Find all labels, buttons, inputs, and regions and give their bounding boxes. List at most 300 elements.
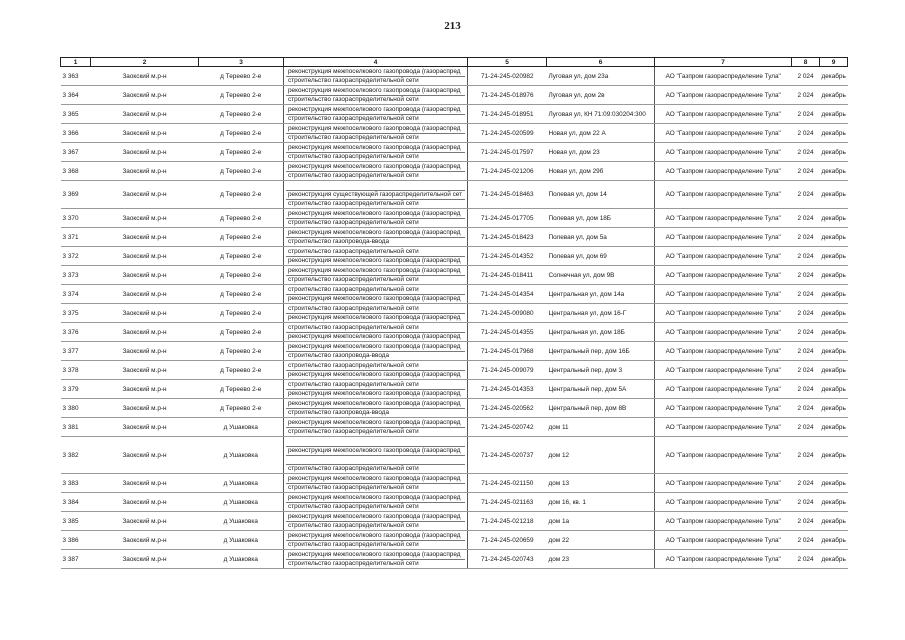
works-cell [284, 162, 468, 181]
district-cell: Заокский м.р-н [91, 247, 199, 266]
object-code-cell: 71-24-245-018463 [468, 181, 547, 209]
row-number: 3 377 [61, 342, 91, 361]
work-line [286, 456, 465, 465]
table-row [61, 247, 848, 266]
locality-cell: д Ушаковка [199, 418, 284, 437]
object-code-cell: 71-24-245-018423 [468, 228, 547, 247]
work-line: строительство газораспределительной сети [288, 114, 419, 122]
year-cell: 2 024 [792, 342, 820, 361]
district-cell: Заокский м.р-н [91, 209, 199, 228]
organization-cell: АО "Газпром газораспределение Тула" [655, 228, 792, 247]
table-row [61, 67, 848, 86]
row-number: 3 374 [61, 285, 91, 304]
work-line: строительство газораспределительной сети [288, 199, 419, 207]
page-number: 213 [444, 20, 461, 32]
works-cell [284, 531, 468, 550]
month-cell: декабрь [820, 285, 848, 304]
organization-cell: АО "Газпром газораспределение Тула" [655, 531, 792, 550]
table-row [61, 493, 848, 512]
work-line: реконструкция межпоселкового газопровода (газораспред [288, 313, 461, 321]
year-cell: 2 024 [792, 228, 820, 247]
address-cell: дом 13 [547, 474, 655, 493]
locality-cell: д Тереево 2-е [199, 209, 284, 228]
organization-cell: АО "Газпром газораспределение Тула" [655, 67, 792, 86]
works-cell [284, 361, 468, 380]
month-cell: декабрь [820, 531, 848, 550]
year-cell: 2 024 [792, 285, 820, 304]
address-cell: Полевая ул, дом 5а [547, 228, 655, 247]
work-line: строительство газораспределительной сети [286, 248, 465, 257]
work-line: реконструкция межпоселкового газопровода (газораспред [288, 370, 461, 378]
works-cell [284, 285, 468, 304]
district-cell: Заокский м.р-н [91, 380, 199, 399]
row-number: 3 376 [61, 323, 91, 342]
year-cell: 2 024 [792, 323, 820, 342]
address-cell: дом 22 [547, 531, 655, 550]
address-cell: Луговая ул, дом 2в [547, 86, 655, 105]
object-code-cell: 71-24-245-014355 [468, 323, 547, 342]
locality-cell: д Тереево 2-е [199, 124, 284, 143]
organization-cell: АО "Газпром газораспределение Тула" [655, 266, 792, 285]
object-code-cell: 71-24-245-021163 [468, 493, 547, 512]
locality-cell: д Тереево 2-е [199, 323, 284, 342]
works-cell [284, 474, 468, 493]
work-line: строительство газораспределительной сети [288, 152, 419, 160]
organization-cell: АО "Газпром газораспределение Тула" [655, 493, 792, 512]
work-line: строительство газораспределительной сети [286, 305, 465, 314]
table-row [61, 531, 848, 550]
row-number: 3 370 [61, 209, 91, 228]
work-line: реконструкция межпоселкового газопровода (газораспред [286, 400, 465, 409]
work-line: строительство газораспределительной сети [288, 521, 419, 529]
table-row [61, 285, 848, 304]
works-cell [284, 550, 468, 569]
address-cell: Полевая ул, дом 18Б [547, 209, 655, 228]
district-cell: Заокский м.р-н [91, 437, 199, 474]
table-row [61, 304, 848, 323]
organization-cell: АО "Газпром газораспределение Тула" [655, 323, 792, 342]
year-cell: 2 024 [792, 380, 820, 399]
table-row [61, 162, 848, 181]
works-cell [284, 266, 468, 285]
work-line: строительство газораспределительной сети [288, 76, 419, 84]
locality-cell: д Тереево 2-е [199, 304, 284, 323]
col-header: 5 [468, 58, 547, 67]
object-code-cell: 71-24-245-020982 [468, 67, 547, 86]
district-cell: Заокский м.р-н [91, 86, 199, 105]
col-header: 8 [792, 58, 820, 67]
work-line: реконструкция межпоселкового газопровода (газораспред [288, 294, 461, 302]
locality-cell: д Тереево 2-е [199, 380, 284, 399]
month-cell: декабрь [820, 342, 848, 361]
year-cell: 2 024 [792, 105, 820, 124]
table-row [61, 474, 848, 493]
row-number: 3 368 [61, 162, 91, 181]
organization-cell: АО "Газпром газораспределение Тула" [655, 105, 792, 124]
district-cell: Заокский м.р-н [91, 181, 199, 209]
col-header: 4 [284, 58, 468, 67]
work-line: строительство газораспределительной сети [286, 286, 465, 295]
object-code-cell: 71-24-245-017597 [468, 143, 547, 162]
organization-cell: АО "Газпром газораспределение Тула" [655, 162, 792, 181]
address-cell: Центральная ул, дом 14а [547, 285, 655, 304]
work-line: реконструкция межпоселкового газопровода (газораспред [286, 475, 465, 484]
table-row [61, 181, 848, 209]
work-line: строительство газораспределительной сети [286, 324, 465, 333]
year-cell: 2 024 [792, 550, 820, 569]
locality-cell: д Тереево 2-е [199, 105, 284, 124]
district-cell: Заокский м.р-н [91, 474, 199, 493]
month-cell: декабрь [820, 418, 848, 437]
work-line: реконструкция межпоселкового газопровода (газораспред [286, 210, 465, 219]
work-line [286, 182, 465, 191]
object-code-cell: 71-24-245-014352 [468, 247, 547, 266]
month-cell: декабрь [820, 512, 848, 531]
work-line [286, 438, 465, 447]
work-line: строительство газораспределительной сети [288, 483, 419, 491]
table-row [61, 437, 848, 474]
address-cell: Луговая ул, КН 71:09:030204:300 [547, 105, 655, 124]
works-cell [284, 380, 468, 399]
district-cell: Заокский м.р-н [91, 323, 199, 342]
address-cell: дом 12 [547, 437, 655, 474]
work-line: строительство газораспределительной сети [288, 427, 419, 435]
work-line: реконструкция межпоселкового газопровода (газораспред [286, 419, 465, 428]
month-cell: декабрь [820, 124, 848, 143]
row-number: 3 372 [61, 247, 91, 266]
organization-cell: АО "Газпром газораспределение Тула" [655, 399, 792, 418]
row-number: 3 367 [61, 143, 91, 162]
work-line: строительство газораспределительной сети [288, 502, 419, 510]
works-cell [284, 512, 468, 531]
year-cell: 2 024 [792, 86, 820, 105]
organization-cell: АО "Газпром газораспределение Тула" [655, 550, 792, 569]
organization-cell: АО "Газпром газораспределение Тула" [655, 361, 792, 380]
work-line: реконструкция межпоселкового газопровода (газораспред [286, 513, 465, 522]
month-cell: декабрь [820, 437, 848, 474]
works-cell [284, 437, 468, 474]
district-cell: Заокский м.р-н [91, 399, 199, 418]
work-line: реконструкция межпоселкового газопровода (газораспред [286, 267, 465, 276]
address-cell: Полевая ул, дом 14 [547, 181, 655, 209]
district-cell: Заокский м.р-н [91, 304, 199, 323]
month-cell: декабрь [820, 493, 848, 512]
work-line: реконструкция межпоселкового газопровода (газораспред [286, 229, 465, 238]
row-number: 3 387 [61, 550, 91, 569]
row-number: 3 371 [61, 228, 91, 247]
year-cell: 2 024 [792, 531, 820, 550]
row-number: 3 365 [61, 105, 91, 124]
district-cell: Заокский м.р-н [91, 228, 199, 247]
table-row [61, 512, 848, 531]
col-header: 7 [655, 58, 792, 67]
month-cell: декабрь [820, 361, 848, 380]
locality-cell: д Тереево 2-е [199, 143, 284, 162]
work-line: реконструкция межпоселкового газопровода (газораспред [286, 125, 465, 134]
locality-cell: д Ушаковка [199, 437, 284, 474]
address-cell: Центральный пер, дом 5А [547, 380, 655, 399]
organization-cell: АО "Газпром газораспределение Тула" [655, 437, 792, 474]
work-line: строительство газораспределительной сети [288, 540, 419, 548]
address-cell: Центральная ул, дом 18Б [547, 323, 655, 342]
district-cell: Заокский м.р-н [91, 124, 199, 143]
organization-cell: АО "Газпром газораспределение Тула" [655, 86, 792, 105]
district-cell: Заокский м.р-н [91, 162, 199, 181]
locality-cell: д Ушаковка [199, 512, 284, 531]
row-number: 3 386 [61, 531, 91, 550]
month-cell: декабрь [820, 209, 848, 228]
row-number: 3 381 [61, 418, 91, 437]
work-line: строительство газораспределительной сети [288, 275, 419, 283]
organization-cell: АО "Газпром газораспределение Тула" [655, 247, 792, 266]
work-line: реконструкция существующей газораспределительной сет [286, 191, 465, 200]
address-cell: Новая ул, дом 23 [547, 143, 655, 162]
work-line: реконструкция межпоселкового газопровода (газораспред [286, 532, 465, 541]
district-cell: Заокский м.р-н [91, 512, 199, 531]
district-cell: Заокский м.р-н [91, 531, 199, 550]
object-code-cell: 71-24-245-017705 [468, 209, 547, 228]
locality-cell: д Ушаковка [199, 531, 284, 550]
year-cell: 2 024 [792, 512, 820, 531]
table-row [61, 209, 848, 228]
locality-cell: д Тереево 2-е [199, 342, 284, 361]
district-cell: Заокский м.р-н [91, 493, 199, 512]
address-cell: Солнечная ул, дом 9В [547, 266, 655, 285]
work-line: реконструкция межпоселкового газопровода (газораспред [288, 256, 461, 264]
year-cell: 2 024 [792, 304, 820, 323]
works-cell [284, 124, 468, 143]
work-line: реконструкция межпоселкового газопровода (газораспред [288, 332, 461, 340]
object-code-cell: 71-24-245-009080 [468, 304, 547, 323]
locality-cell: д Тереево 2-е [199, 266, 284, 285]
month-cell: декабрь [820, 323, 848, 342]
month-cell: декабрь [820, 86, 848, 105]
organization-cell: АО "Газпром газораспределение Тула" [655, 512, 792, 531]
work-line: реконструкция межпоселкового газопровода (газораспред [286, 87, 465, 96]
address-cell: Центральный пер, дом 8В [547, 399, 655, 418]
row-number: 3 364 [61, 86, 91, 105]
works-cell [284, 418, 468, 437]
year-cell: 2 024 [792, 124, 820, 143]
month-cell: декабрь [820, 247, 848, 266]
works-cell [284, 143, 468, 162]
locality-cell: д Ушаковка [199, 493, 284, 512]
year-cell: 2 024 [792, 181, 820, 209]
object-code-cell: 71-24-245-020599 [468, 124, 547, 143]
works-cell [284, 342, 468, 361]
address-cell: Новая ул, дом 29б [547, 162, 655, 181]
table-row [61, 124, 848, 143]
year-cell: 2 024 [792, 474, 820, 493]
year-cell: 2 024 [792, 437, 820, 474]
row-number: 3 380 [61, 399, 91, 418]
locality-cell: д Тереево 2-е [199, 361, 284, 380]
organization-cell: АО "Газпром газораспределение Тула" [655, 304, 792, 323]
month-cell: декабрь [820, 143, 848, 162]
year-cell: 2 024 [792, 266, 820, 285]
work-line: реконструкция межпоселкового газопровода (газораспред [286, 551, 465, 560]
year-cell: 2 024 [792, 143, 820, 162]
table-row [61, 105, 848, 124]
row-number: 3 379 [61, 380, 91, 399]
object-code-cell: 71-24-245-018411 [468, 266, 547, 285]
work-line: строительство газопровода-ввода [288, 351, 390, 359]
works-cell [284, 399, 468, 418]
object-code-cell: 71-24-245-018951 [468, 105, 547, 124]
works-cell [284, 67, 468, 86]
year-cell: 2 024 [792, 418, 820, 437]
address-cell: дом 23 [547, 550, 655, 569]
object-code-cell: 71-24-245-020562 [468, 399, 547, 418]
organization-cell: АО "Газпром газораспределение Тула" [655, 181, 792, 209]
organization-cell: АО "Газпром газораспределение Тула" [655, 143, 792, 162]
object-code-cell: 71-24-245-017968 [468, 342, 547, 361]
work-line: строительство газораспределительной сети [288, 95, 419, 103]
object-code-cell: 71-24-245-018976 [468, 86, 547, 105]
object-code-cell: 71-24-245-021150 [468, 474, 547, 493]
organization-cell: АО "Газпром газораспределение Тула" [655, 342, 792, 361]
header-row [61, 58, 848, 67]
month-cell: декабрь [820, 380, 848, 399]
col-header: 1 [61, 58, 91, 67]
locality-cell: д Тереево 2-е [199, 228, 284, 247]
month-cell: декабрь [820, 67, 848, 86]
address-cell: Полевая ул, дом 69 [547, 247, 655, 266]
address-cell: дом 16, кв. 1 [547, 493, 655, 512]
table-row [61, 323, 848, 342]
works-cell [284, 247, 468, 266]
table-row [61, 399, 848, 418]
address-cell: Центральная ул, дом 16-Г [547, 304, 655, 323]
works-cell [284, 209, 468, 228]
address-cell: дом 11 [547, 418, 655, 437]
month-cell: декабрь [820, 181, 848, 209]
table-row [61, 342, 848, 361]
table-row [61, 228, 848, 247]
col-header: 9 [820, 58, 848, 67]
register-table [60, 57, 848, 569]
locality-cell: д Тереево 2-е [199, 162, 284, 181]
works-cell [284, 86, 468, 105]
col-header: 3 [199, 58, 284, 67]
object-code-cell: 71-24-245-009079 [468, 361, 547, 380]
object-code-cell: 71-24-245-020742 [468, 418, 547, 437]
work-line: строительство газораспределительной сети [288, 171, 419, 179]
year-cell: 2 024 [792, 399, 820, 418]
table-row [61, 418, 848, 437]
month-cell: декабрь [820, 105, 848, 124]
year-cell: 2 024 [792, 162, 820, 181]
col-header: 2 [91, 58, 199, 67]
district-cell: Заокский м.р-н [91, 550, 199, 569]
works-cell [284, 493, 468, 512]
work-line: строительство газораспределительной сети [288, 464, 419, 472]
works-cell [284, 105, 468, 124]
month-cell: декабрь [820, 474, 848, 493]
work-line: реконструкция межпоселкового газопровода (газораспред [286, 447, 465, 456]
locality-cell: д Ушаковка [199, 550, 284, 569]
row-number: 3 369 [61, 181, 91, 209]
object-code-cell: 71-24-245-021218 [468, 512, 547, 531]
month-cell: декабрь [820, 162, 848, 181]
row-number: 3 363 [61, 67, 91, 86]
year-cell: 2 024 [792, 361, 820, 380]
table-row [61, 550, 848, 569]
month-cell: декабрь [820, 304, 848, 323]
organization-cell: АО "Газпром газораспределение Тула" [655, 380, 792, 399]
work-line: реконструкция межпоселкового газопровода (газораспред [286, 163, 465, 172]
work-line: реконструкция межпоселкового газопровода (газораспред [286, 68, 465, 77]
object-code-cell: 71-24-245-020659 [468, 531, 547, 550]
row-number: 3 375 [61, 304, 91, 323]
district-cell: Заокский м.р-н [91, 418, 199, 437]
year-cell: 2 024 [792, 247, 820, 266]
table-row [61, 361, 848, 380]
row-number: 3 384 [61, 493, 91, 512]
organization-cell: АО "Газпром газораспределение Тула" [655, 124, 792, 143]
district-cell: Заокский м.р-н [91, 285, 199, 304]
row-number: 3 385 [61, 512, 91, 531]
district-cell: Заокский м.р-н [91, 342, 199, 361]
address-cell: Центральный пер, дом 3 [547, 361, 655, 380]
work-line: строительство газопровода-ввода [288, 408, 390, 416]
locality-cell: д Ушаковка [199, 474, 284, 493]
object-code-cell: 71-24-245-014354 [468, 285, 547, 304]
organization-cell: АО "Газпром газораспределение Тула" [655, 474, 792, 493]
year-cell: 2 024 [792, 209, 820, 228]
locality-cell: д Тереево 2-е [199, 285, 284, 304]
work-line: строительство газораспределительной сети [286, 362, 465, 371]
row-number: 3 383 [61, 474, 91, 493]
work-line: реконструкция межпоселкового газопровода (газораспред [286, 343, 465, 352]
address-cell: Новая ул, дом 22 А [547, 124, 655, 143]
work-line: строительство газораспределительной сети [288, 133, 419, 141]
address-cell: Луговая ул, дом 23а [547, 67, 655, 86]
table-row [61, 86, 848, 105]
table-row [61, 143, 848, 162]
works-cell [284, 304, 468, 323]
address-cell: дом 1а [547, 512, 655, 531]
organization-cell: АО "Газпром газораспределение Тула" [655, 285, 792, 304]
work-line: строительство газораспределительной сети [288, 559, 419, 567]
district-cell: Заокский м.р-н [91, 143, 199, 162]
object-code-cell: 71-24-245-014353 [468, 380, 547, 399]
row-number: 3 382 [61, 437, 91, 474]
work-line: реконструкция межпоселкового газопровода (газораспред [286, 144, 465, 153]
locality-cell: д Тереево 2-е [199, 181, 284, 209]
object-code-cell: 71-24-245-020743 [468, 550, 547, 569]
row-number: 3 373 [61, 266, 91, 285]
district-cell: Заокский м.р-н [91, 105, 199, 124]
district-cell: Заокский м.р-н [91, 361, 199, 380]
month-cell: декабрь [820, 266, 848, 285]
work-line: реконструкция межпоселкового газопровода (газораспред [286, 494, 465, 503]
work-line: реконструкция межпоселкового газопровода (газораспред [288, 389, 461, 397]
work-line: строительство газораспределительной сети [286, 381, 465, 390]
work-line: строительство газопровода-ввода [288, 237, 390, 245]
locality-cell: д Тереево 2-е [199, 247, 284, 266]
month-cell: декабрь [820, 399, 848, 418]
object-code-cell: 71-24-245-021206 [468, 162, 547, 181]
table-row [61, 266, 848, 285]
row-number: 3 378 [61, 361, 91, 380]
district-cell: Заокский м.р-н [91, 266, 199, 285]
district-cell: Заокский м.р-н [91, 67, 199, 86]
year-cell: 2 024 [792, 493, 820, 512]
organization-cell: АО "Газпром газораспределение Тула" [655, 209, 792, 228]
locality-cell: д Тереево 2-е [199, 86, 284, 105]
work-line: строительство газораспределительной сети [288, 218, 419, 226]
